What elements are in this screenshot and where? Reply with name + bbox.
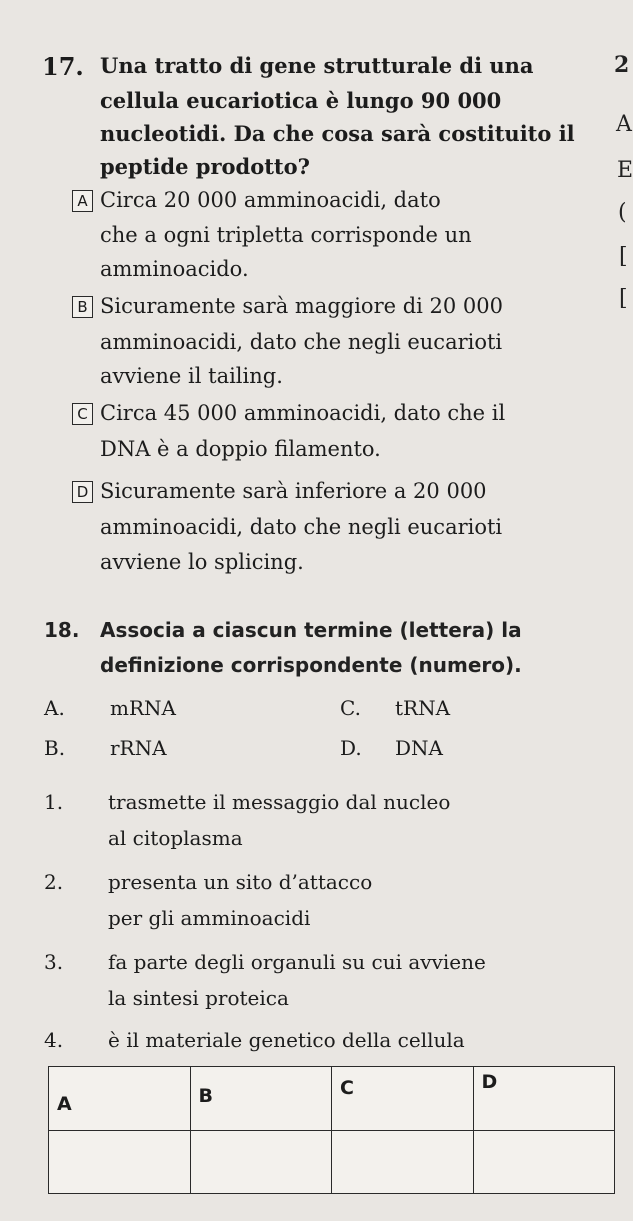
question-17-number: 17. bbox=[42, 52, 84, 81]
question-18-text-line: definizione corrispondente (numero). bbox=[100, 653, 522, 677]
margin-glyph: E bbox=[617, 158, 633, 183]
option-c-text-line: DNA è a doppio filamento. bbox=[100, 437, 381, 461]
definition-text-line: trasmette il messaggio dal nucleo bbox=[108, 790, 451, 814]
question-18-text-line: Associa a ciascun termine (lettera) la bbox=[100, 618, 522, 642]
margin-glyph: ( bbox=[618, 200, 627, 225]
term-letter: B. bbox=[44, 736, 66, 760]
answer-header-a: A bbox=[49, 1067, 191, 1131]
answer-cell-c[interactable] bbox=[332, 1131, 474, 1194]
answer-table-input-row[interactable] bbox=[49, 1131, 615, 1194]
question-17-text-line: cellula eucariotica è lungo 90 000 bbox=[100, 88, 502, 113]
answer-cell-a[interactable] bbox=[49, 1131, 191, 1194]
option-a-letter-box: A bbox=[72, 190, 93, 212]
question-17-text-line: peptide prodotto? bbox=[100, 154, 310, 179]
definition-text-line: la sintesi proteica bbox=[108, 986, 289, 1010]
definition-text-line: presenta un sito d’attacco bbox=[108, 870, 373, 894]
margin-glyph: A bbox=[616, 112, 632, 137]
margin-glyph: 2 bbox=[614, 52, 630, 78]
option-a-text-line: amminoacido. bbox=[100, 257, 249, 281]
answer-header-c: C bbox=[332, 1067, 474, 1131]
answer-cell-d[interactable] bbox=[473, 1131, 615, 1194]
option-b-text-line: Sicuramente sarà maggiore di 20 000 bbox=[100, 294, 504, 318]
definition-number: 2. bbox=[44, 870, 64, 894]
option-c-letter-box: C bbox=[72, 403, 93, 425]
definition-text-line: al citoplasma bbox=[108, 826, 243, 850]
option-d-text-line: amminoacidi, dato che negli eucarioti bbox=[100, 515, 503, 539]
term-name: mRNA bbox=[110, 696, 176, 720]
term-name: rRNA bbox=[110, 736, 167, 760]
option-a-text-line: che a ogni tripletta corrisponde un bbox=[100, 223, 472, 247]
answer-table bbox=[48, 1066, 615, 1194]
term-name: DNA bbox=[395, 736, 443, 760]
term-letter: A. bbox=[44, 696, 65, 720]
definition-text-line: fa parte degli organuli su cui avviene bbox=[108, 950, 486, 974]
term-letter: C. bbox=[340, 696, 361, 720]
question-17-text-line: Una tratto di gene strutturale di una bbox=[100, 53, 534, 78]
definition-text-line: per gli amminoacidi bbox=[108, 906, 311, 930]
answer-header-b: B bbox=[190, 1067, 332, 1131]
option-b-text-line: amminoacidi, dato che negli eucarioti bbox=[100, 330, 503, 354]
answer-table-header-row bbox=[49, 1067, 615, 1131]
option-b-text-line: avviene il tailing. bbox=[100, 364, 283, 388]
definition-number: 1. bbox=[44, 790, 64, 814]
definition-text-line: è il materiale genetico della cellula bbox=[108, 1028, 465, 1052]
margin-glyph: [ bbox=[619, 286, 628, 311]
definition-number: 4. bbox=[44, 1028, 64, 1052]
question-18-number: 18. bbox=[44, 618, 80, 642]
option-a-text-line: Circa 20 000 amminoacidi, dato bbox=[100, 188, 441, 212]
option-b-letter-box: B bbox=[72, 296, 93, 318]
option-d-text-line: avviene lo splicing. bbox=[100, 550, 304, 574]
answer-header-d: D bbox=[473, 1067, 615, 1131]
term-letter: D. bbox=[340, 736, 362, 760]
question-17-text-line: nucleotidi. Da che cosa sarà costituito il bbox=[100, 121, 575, 146]
option-d-letter-box: D bbox=[72, 481, 93, 503]
definition-number: 3. bbox=[44, 950, 64, 974]
term-name: tRNA bbox=[395, 696, 451, 720]
answer-cell-b[interactable] bbox=[190, 1131, 332, 1194]
margin-glyph: [ bbox=[619, 244, 628, 269]
option-c-text-line: Circa 45 000 amminoacidi, dato che il bbox=[100, 401, 506, 425]
option-d-text-line: Sicuramente sarà inferiore a 20 000 bbox=[100, 479, 487, 503]
